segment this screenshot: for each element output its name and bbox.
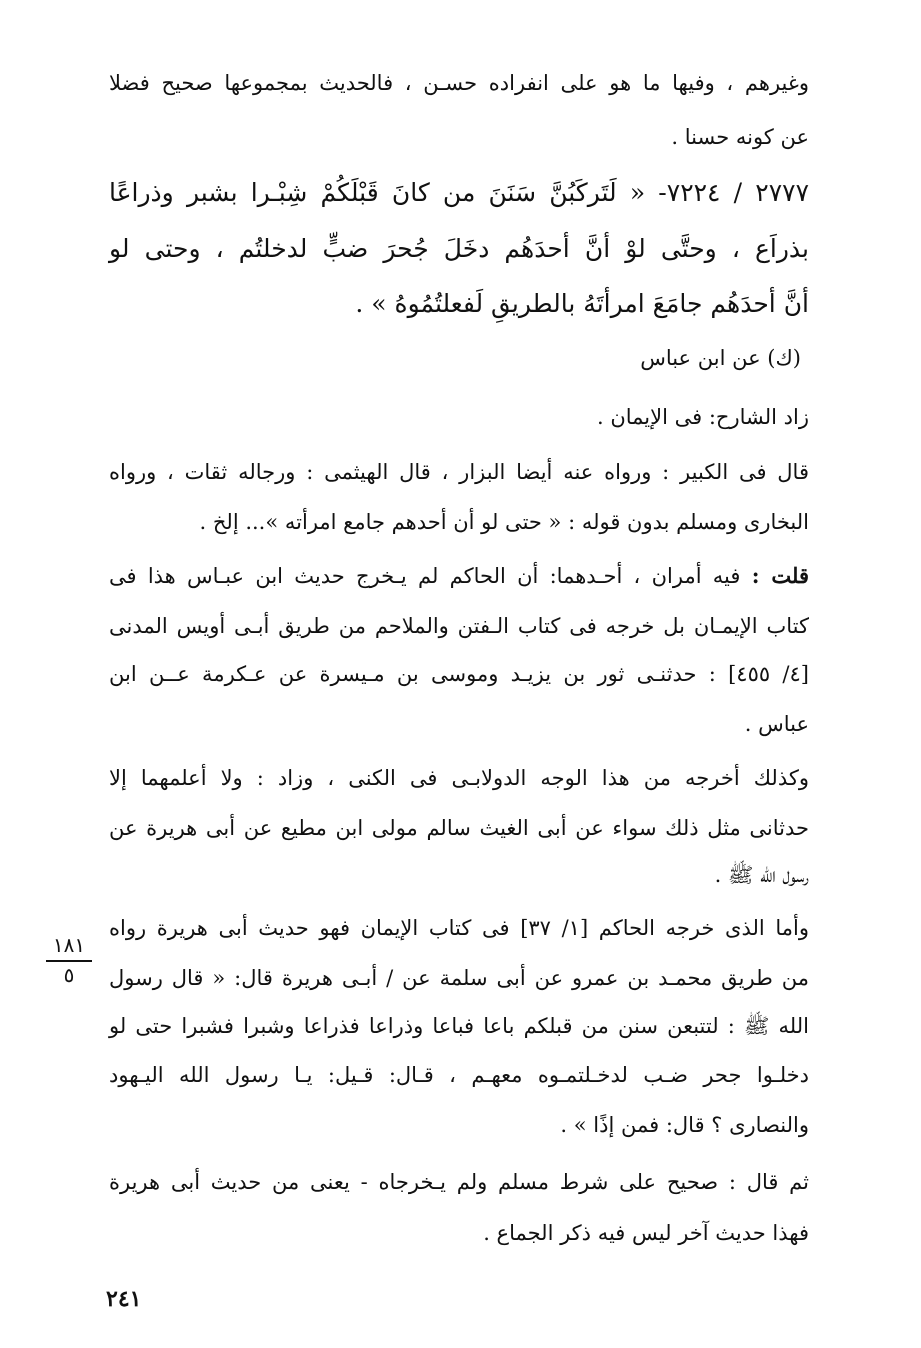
text-line-7: زاد الشارح: فى الإيمان . [597,405,809,429]
text-line-9: البخارى ومسلم بدون قوله : « حتى لو أن أحدهم جامع امرأته »... إلخ . [199,510,809,534]
text-line-8: قال فى الكبير : ورواه عنه أيضا البزار ، قال الهيثمى : ورجاله ثقات ، ورواه [109,460,809,484]
hadith-source: (ك) عن ابن عباس [640,346,801,370]
text-line-10 [109,561,809,591]
margin-reference-volume: ١٨١ [52,933,86,957]
text-line-10-body: فيه أمران ، أحـدهما: أن الحاكم لم يـخرج حديث ابن عبـاس هذا فى [109,564,752,588]
text-line-11: كتاب الإيمـان بل خرجه فى كتاب الـفتن والملاحم من طريق أبـى أويس المدنى [109,614,809,638]
text-line-1: وغيرهم ، وفيها ما هو على انفراده حسـن ، فالحديث بمجموعها صحيح فضلا [109,71,809,95]
hadith-line-1: ٢٧٧٧ / ٧٢٢٤- « لَتَركَبُنَّ سَنَنَ من كانَ قَبْلَكُمْ شِبْـرا بشبر وذراعًا [109,178,809,207]
text-line-2: عن كونه حسنا . [671,125,809,149]
text-line-19: الله ﷺ : لتتبعن سنن من قبلكم باعا فباعا وذراعا فذراعا وشبرا فشبرا حتى لو [109,1014,809,1038]
text-line-17: وأما الذى خرجه الحاكم [١/ ٣٧] فى كتاب الإيمان فهو حديث أبى هريرة رواه [109,916,809,940]
text-line-13: عباس . [744,712,809,736]
page-number: ٢٤١ [106,1286,142,1312]
hadith-line-2: بذراَع ، وحتَّى لوْ أنَّ أحدَهُم دخَلَ جُحرَ ضبٍّ لدخلتُم ، وحتى لو [109,234,809,263]
text-line-16: رسول الله ﷺ . [714,863,809,887]
margin-reference [46,934,92,986]
text-line-21: والنصارى ؟ قال: فمن إذًا » . [560,1113,809,1137]
text-line-23: فهذا حديث آخر ليس فيه ذكر الجماع . [483,1221,809,1245]
text-line-20: دخلـوا جحر ضـب لدخـلتمـوه معهـم ، قـال: قـيل: يـا رسول الله اليـهود [109,1063,809,1087]
margin-reference-page: ٥ [63,963,75,987]
margin-reference-rule [46,960,92,962]
text-line-18: من طريق محمـد بن عمرو عن أبى سلمة عن / أبـى هريرة قال: « قال رسول [109,966,809,990]
hadith-line-3: أنَّ أحدَهُم جامَعَ امرأتَهُ بالطريقِ لَفعلتُمُوهُ » . [355,289,809,318]
text-line-14: وكذلك أخرجه من هذا الوجه الدولابـى فى الكنى ، وزاد : ولا أعلمهما إلا [109,766,809,790]
text-line-22: ثم قال : صحيح على شرط مسلم ولم يـخرجاه - يعنى من حديث أبى هريرة [109,1170,809,1194]
qultu-lead: قلت : [751,563,809,588]
text-line-15: حدثانى مثل ذلك سواء عن أبى الغيث سالم مولى ابن مطيع عن أبى هريرة عن [109,816,809,840]
text-line-12: [٤/ ٤٥٥] : حدثنـى ثور بن يزيـد وموسى بن مـيسرة عن عـكرمة عــن ابن [109,662,809,686]
